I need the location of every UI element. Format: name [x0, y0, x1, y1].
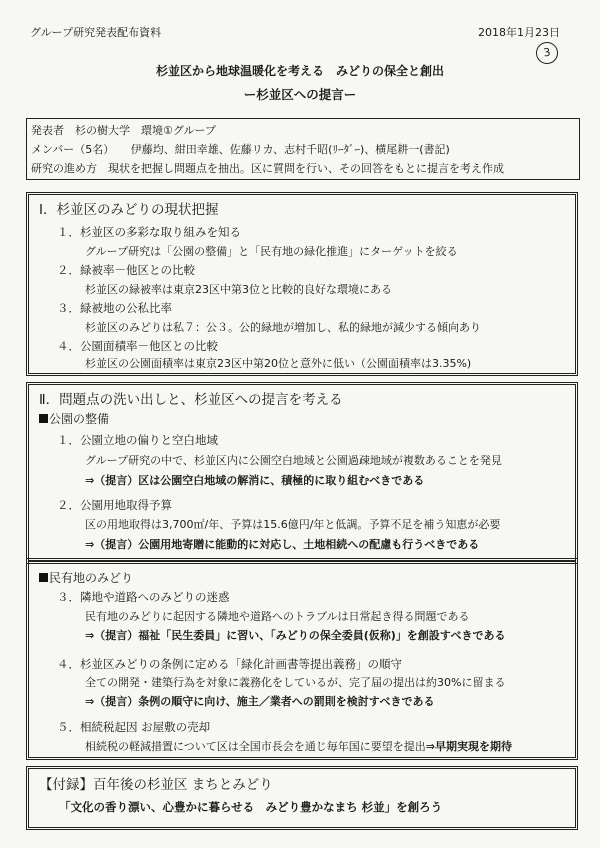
proposal-text: ⇒（提言）条例の順守に向け、施主／業者への罰則を検討すべきである: [85, 695, 435, 708]
list-item-title: ３．隣地や道路へのみどりの迷惑: [57, 590, 230, 604]
handwritten-page-mark: 3: [535, 41, 560, 66]
subsection-heading-parks: [39, 410, 109, 427]
proposal-text: ⇒早期実現を期待: [425, 740, 512, 753]
section-heading: Ⅰ．杉並区のみどりの現状把握: [39, 202, 219, 218]
method-line: 研究の進め方 現状を把握し問題点を抽出。区に質問を行い、その回答をもとに提言を考え作成: [31, 162, 504, 175]
list-item-title: １．公園立地の偏りと空白地域: [57, 433, 218, 447]
section-current-status: [26, 192, 578, 376]
presenter-line: 発表者 杉の樹大学 環境①グループ: [31, 124, 216, 137]
list-item-title: １．杉並区の多彩な取り組みを知る: [57, 225, 241, 239]
section-issues-proposals: [26, 382, 578, 564]
subsection-heading-private: [39, 569, 133, 586]
document-date: 2018年1月23日: [478, 26, 560, 39]
appendix-slogan: 「文化の香り漂い、心豊かに暮らせる みどり豊かなまち 杉並」を創ろう: [59, 800, 443, 814]
list-item-desc: グループ研究は「公園の整備」と「民有地の緑化推進」にターゲットを絞る: [85, 245, 458, 258]
list-item-title: ４．杉並区みどりの条例に定める「緑化計画書等提出義務」の順守: [57, 657, 402, 671]
list-item-title: ２．緑被率－他区との比較: [57, 263, 195, 277]
document-subtitle: ー杉並区への提言ー: [243, 87, 357, 102]
list-item-desc: 区の用地取得は3,700㎡/年、予算は15.6億円/年と低調。予算不足を補う知恵が必要: [85, 518, 501, 531]
subsection-label: 公園の整備: [49, 412, 110, 426]
proposal-text: ⇒（提言）公園用地寄贈に能動的に対応し、土地相続への配慮も行うべきである: [85, 538, 480, 551]
appendix-box: [26, 766, 578, 830]
members-line: メンバー（5名） 伊藤均、紺田幸雄、佐藤リカ、志村千昭(ﾘｰﾀﾞｰ)、横尾耕一(書記): [31, 143, 450, 156]
document-title: 杉並区から地球温暖化を考える みどりの保全と創出: [155, 64, 444, 78]
section-heading: Ⅱ．問題点の洗い出しと、杉並区への提言を考える: [39, 392, 343, 408]
square-bullet-icon: [39, 573, 48, 582]
intro-box: [26, 118, 580, 180]
list-item-desc: 杉並区の緑被率は東京23区中第3位と比較的良好な環境にある: [85, 283, 392, 296]
list-item-desc: 民有地のみどりに起因する隣地や道路へのトラブルは日常起き得る問題である: [85, 610, 470, 623]
document-label: グループ研究発表配布資料: [30, 26, 162, 39]
proposal-text: ⇒（提言）区は公園空白地域の解消に、積極的に取り組むべきである: [85, 474, 425, 487]
subsection-label: 民有地のみどり: [49, 571, 134, 585]
list-item-title: ４．公園面積率－他区との比較: [57, 339, 218, 353]
list-item-title: ２．公園用地取得予算: [57, 498, 172, 512]
list-item-desc: グループ研究の中で、杉並区内に公園空白地域と公園過疎地域が複数あることを発見: [85, 454, 502, 467]
list-item-desc: [85, 738, 512, 754]
list-item-desc-text: 相続税の軽減措置について区は全国市長会を通じ毎年国に要望を提出: [85, 740, 426, 753]
square-bullet-icon: [39, 414, 48, 423]
list-item-desc: 杉並区のみどりは私７：公３。公的緑地が増加し、私的緑地が減少する傾向あり: [85, 321, 481, 334]
section-private-greenery: [26, 558, 578, 760]
list-item-desc: 全ての開発・建築行為を対象に義務化をしているが、完了届の提出は約30%に留まる: [85, 676, 506, 689]
list-item-title: ５．相続税起因 お屋敷の売却: [57, 720, 211, 734]
list-item-title: ３．緑被地の公私比率: [57, 301, 172, 315]
appendix-heading: 【付録】百年後の杉並区 まちとみどり: [39, 777, 273, 793]
proposal-text: ⇒（提言）福祉「民生委員」に習い、「みどりの保全委員(仮称)」を創設すべきである: [85, 629, 506, 642]
list-item-desc: 杉並区の公園面積率は東京23区中第20位と意外に低い（公園面積率は3.35%): [85, 357, 472, 370]
